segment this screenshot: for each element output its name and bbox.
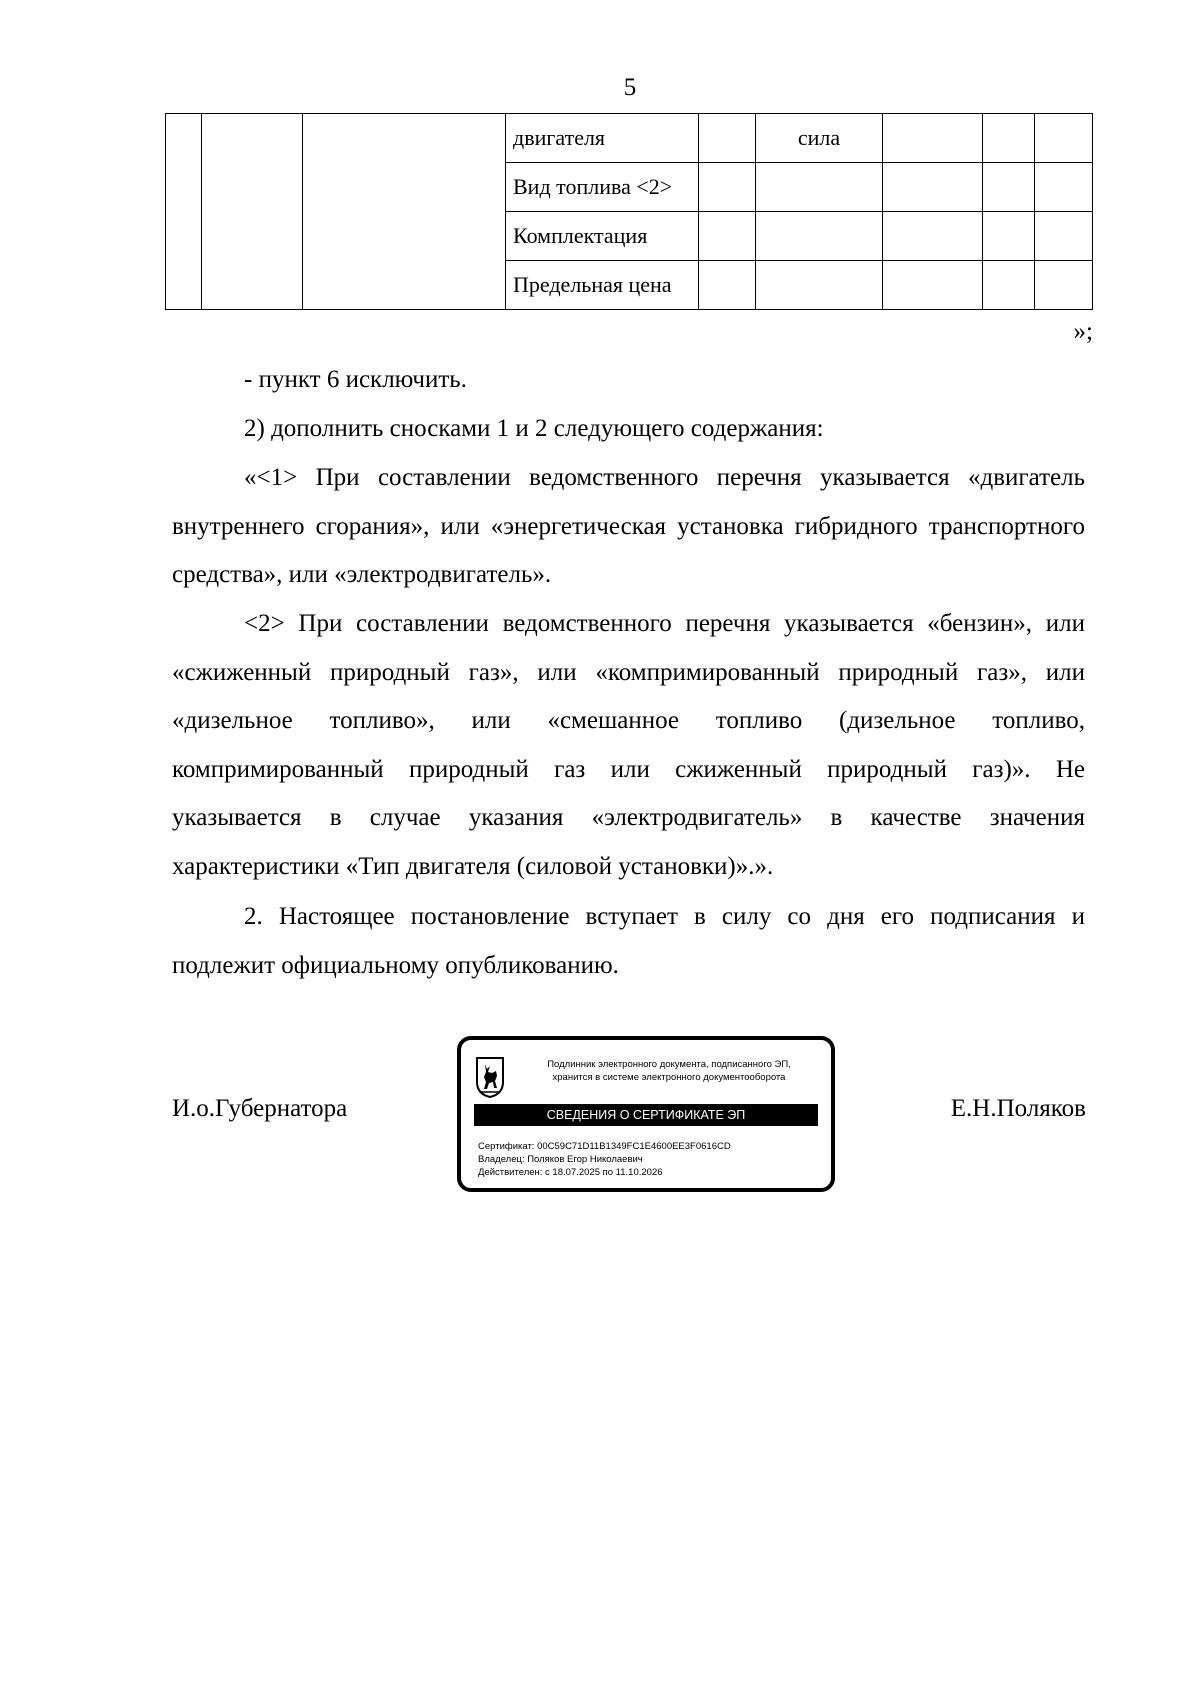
- table-cell-unit: сила: [756, 114, 883, 163]
- table-cell: [883, 212, 983, 261]
- table-cell-name: двигателя: [506, 114, 699, 163]
- table-cell: [1035, 261, 1093, 310]
- table-cell-name: Предельная цена: [506, 261, 699, 310]
- table-cell: [1035, 163, 1093, 212]
- table-row: [166, 114, 1093, 163]
- paragraph-effective-date: 2. Настоящее постановление вступает в силу со дня его подписания и подлежит официальному опубликованию.: [172, 903, 1085, 979]
- paragraph-footnote-2: <2> При составлении ведомственного перечня указывается «бензин», или «сжиженный природный газ», или «компримированный природный газ», или «дизельное топливо», или «смешанное топливо (дизельное топливо, компримированный природный газ или сжиженный природный газ)». Не указывается в случае указания «электродвигатель» в качестве значения характеристики «Тип двигателя (силовой установки)».».: [172, 610, 1085, 880]
- table-cell-unit: [756, 212, 883, 261]
- stamp-note: [519, 1058, 819, 1084]
- certificate-owner: Владелец: Поляков Егор Николаевич: [478, 1154, 643, 1165]
- stamp-details: [478, 1140, 731, 1179]
- coat-of-arms-icon: [475, 1056, 505, 1098]
- signatory-name: Е.Н.Поляков: [950, 1095, 1086, 1122]
- spec-table: [165, 113, 1093, 310]
- stamp-header: СВЕДЕНИЯ О СЕРТИФИКАТЕ ЭП: [474, 1104, 818, 1126]
- paragraph-exclude-item: - пункт 6 исключить.: [244, 366, 467, 393]
- table-cell-unit: [756, 261, 883, 310]
- closing-quote: »;: [1073, 318, 1093, 345]
- table-cell: [202, 114, 303, 310]
- text-paragraph: [172, 893, 1085, 990]
- page-number: 5: [623, 74, 637, 101]
- table-cell: [699, 163, 756, 212]
- table-cell: [983, 212, 1035, 261]
- certificate-id: Сертификат: 00C59C71D11B1349FC1E4600EE3F0616CD: [478, 1141, 731, 1152]
- e-signature-stamp: [457, 1036, 835, 1192]
- table-cell: [1035, 212, 1093, 261]
- signatory-position: И.о.Губернатора: [172, 1095, 348, 1122]
- table-cell: [983, 163, 1035, 212]
- stamp-note-line: Подлинник электронного документа, подписанного ЭП,: [547, 1059, 791, 1070]
- stamp-note-line: хранится в системе электронного документооборота: [552, 1072, 786, 1083]
- table-cell: [699, 114, 756, 163]
- table-cell: [983, 261, 1035, 310]
- table-cell: [883, 261, 983, 310]
- table-cell: [699, 212, 756, 261]
- paragraph-add-footnotes: 2) дополнить сносками 1 и 2 следующего содержания:: [244, 415, 824, 442]
- table-cell: [883, 114, 983, 163]
- table-cell-unit: [756, 163, 883, 212]
- certificate-validity: Действителен: с 18.07.2025 по 11.10.2026: [478, 1167, 663, 1178]
- table-cell: [166, 114, 202, 310]
- paragraph-footnote-1: «<1> При составлении ведомственного перечня указывается «двигатель внутреннего сгорания», или «энергетическая установка гибридного транспортного средства», или «электродвигатель».: [172, 464, 1085, 588]
- table-cell: [983, 114, 1035, 163]
- text-paragraph: [172, 356, 1085, 405]
- table-cell-name: Комплектация: [506, 212, 699, 261]
- table-cell: [883, 163, 983, 212]
- text-paragraph: [172, 405, 1085, 454]
- table-cell: [303, 114, 506, 310]
- text-paragraph: [172, 600, 1085, 891]
- text-paragraph: [172, 454, 1085, 600]
- table-cell-name: Вид топлива <2>: [506, 163, 699, 212]
- table-cell: [1035, 114, 1093, 163]
- table-cell: [699, 261, 756, 310]
